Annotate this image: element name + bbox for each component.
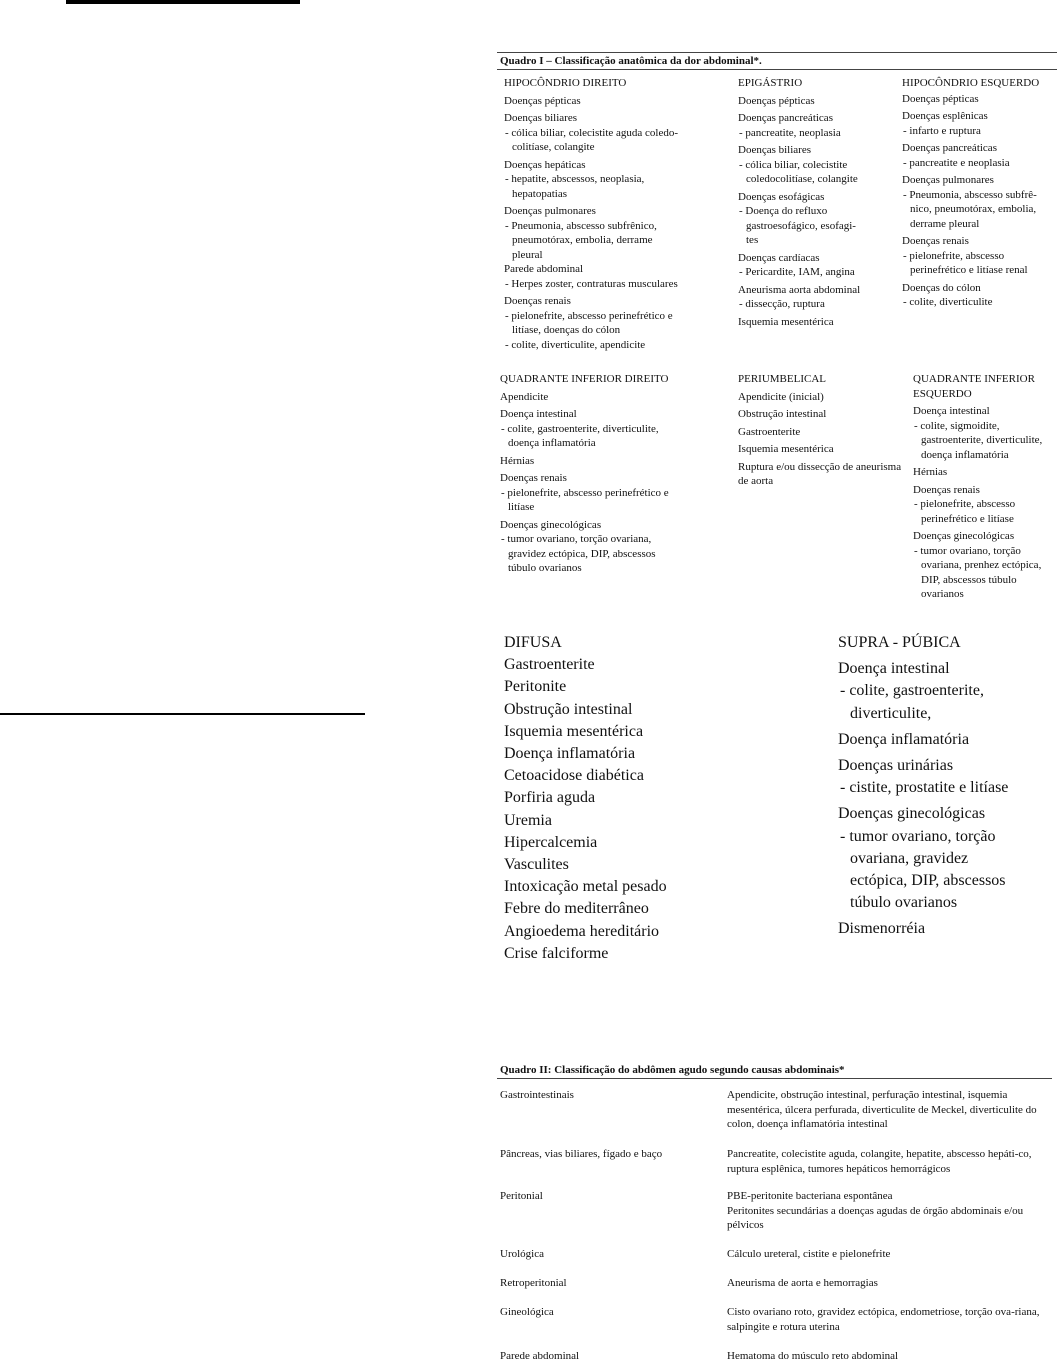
table-cell-category: Peritonial: [500, 1190, 543, 1202]
section-lines: [500, 390, 730, 576]
list-item: Doenças pulmonares: [504, 205, 596, 217]
difusa-list: [504, 654, 804, 965]
list-item: Cetoacidose diabética: [504, 767, 644, 785]
list-item: Doenças renais: [902, 235, 969, 247]
quadro1-top-rule: [497, 52, 1057, 53]
table-cell-category: Pâncreas, vias biliares, fígado e baço: [500, 1148, 663, 1160]
list-item: Angioedema hereditário: [504, 922, 660, 940]
section-heading: DIFUSA: [504, 634, 562, 651]
list-item: Doenças biliares: [738, 144, 811, 156]
list-item: Hérnias: [913, 466, 948, 478]
list-subitem: - infarto e ruptura: [903, 124, 981, 137]
list-item: Doenças do cólon: [902, 281, 981, 294]
list-item: Dismenorréia: [838, 920, 926, 938]
list-item: Gastroenterite: [504, 656, 595, 674]
list-item: Gastroenterite: [738, 425, 801, 438]
list-item: Obstrução intestinal: [738, 408, 827, 420]
table-cell-description: Cisto ovariano roto, gravidez ectópica, endometriose, torção ova-riana, salpingite e rotura uterina: [727, 1306, 1040, 1333]
table-cell-description: Hematoma do músculo reto abdominal: [727, 1350, 899, 1362]
list-subitem: - pancreatite, neoplasia: [739, 126, 841, 139]
left-rule: [0, 713, 365, 715]
list-subitem: - pielonefrite, abscesso perinefrético e litíase: [914, 498, 1016, 525]
section-quadrante-inferior-direito: [500, 372, 730, 576]
section-supra-pubica: [838, 632, 1053, 941]
section-quadrante-inferior-esquerdo: [913, 372, 1057, 602]
list-subitem: - cólica biliar, colecistite coledocolitíase, colangite: [739, 158, 858, 185]
list-subitem: - cistite, prostatite e litíase: [840, 779, 1009, 797]
table-cell-description: Pancreatite, colecistite aguda, colangite, hepatite, abscesso hepáti-co, ruptura esplênica, tumores hepáticos hemorrágicos: [727, 1148, 1032, 1175]
list-item: Vasculites: [504, 856, 569, 874]
list-item: Hipercalcemia: [504, 833, 598, 851]
table-cell-category: Gineológica: [500, 1306, 554, 1318]
list-item: Doença inflamatória: [838, 730, 970, 748]
top-rule: [66, 0, 300, 4]
list-item: Doenças renais: [504, 295, 571, 307]
section-heading: HIPOCÔNDRIO DIREITO: [504, 77, 627, 89]
list-item: Hérnias: [500, 454, 535, 467]
list-item: Isquemia mesentérica: [504, 722, 644, 740]
list-item: Apendicite: [500, 390, 549, 403]
section-periumbelical: [738, 372, 908, 489]
list-item: Doença intestinal: [913, 405, 990, 417]
list-item: Doenças pépticas: [902, 92, 979, 105]
list-subitem: - tumor ovariano, torção ovariana, gravidez ectópica, DIP, abscessos túbulo ovarianos: [501, 533, 656, 574]
list-item: Obstrução intestinal: [504, 700, 633, 718]
list-item: Febre do mediterrâneo: [504, 900, 649, 918]
list-subitem: - tumor ovariano, torção ovariana, prenhez ectópica, DIP, abscessos túbulo ovarianos: [914, 544, 1042, 600]
list-item: Doenças cardíacas: [738, 251, 820, 264]
list-item: Doenças hepáticas: [504, 158, 586, 171]
table-cell-category: Parede abdominal: [500, 1350, 580, 1362]
table-cell-description: PBE-peritonite bacteriana espontânea Peritonites secundárias a doenças agudas de órgão abdominais e/ou pélvicos: [727, 1190, 1024, 1231]
list-item: Doenças pépticas: [738, 94, 815, 107]
list-item: Porfiria aguda: [504, 789, 596, 807]
list-item: Doenças ginecológicas: [838, 805, 986, 823]
list-subitem: - Pneumonia, abscesso subfrênico, pneumotórax, embolia, derrame pleural: [505, 219, 657, 261]
list-item: Intoxicação metal pesado: [504, 878, 667, 896]
list-subitem: - pielonefrite, abscesso perinefrético e litíase: [501, 486, 669, 513]
list-item: Doenças renais: [500, 472, 567, 484]
table-cell-description: Cálculo ureteral, cistite e pielonefrite: [727, 1248, 891, 1260]
section-heading: QUADRANTE INFERIOR DIREITO: [500, 373, 669, 385]
list-item: Doenças ginecológicas: [913, 530, 1015, 542]
list-item: Peritonite: [504, 678, 567, 696]
list-subitem: - colite, gastroenterite, diverticulite,: [840, 682, 984, 722]
section-heading: EPIGÁSTRIO: [738, 77, 803, 89]
table-cell-category: Gastrointestinais: [500, 1089, 574, 1101]
section-heading: HIPOCÔNDRIO ESQUERDO: [902, 77, 1040, 89]
list-subitem: - tumor ovariano, torção ovariana, gravidez ectópica, DIP, abscessos túbulo ovarianos: [840, 827, 1006, 912]
list-item: Aneurisma aorta abdominal: [738, 283, 861, 296]
list-item: Doença inflamatória: [504, 745, 636, 763]
quadro1-title-rule: [497, 69, 1057, 70]
list-item: Doenças esplênicas: [902, 110, 988, 122]
section-hipocondrio-esquerdo: [902, 76, 1057, 310]
list-item: Doença intestinal: [838, 660, 950, 678]
list-item: Crise falciforme: [504, 944, 609, 962]
list-subitem: - pielonefrite, abscesso perinefrético e litíase, doenças do cólon: [505, 309, 673, 336]
list-subitem: - Herpes zoster, contraturas musculares: [505, 277, 678, 290]
section-lines: [738, 94, 898, 330]
section-lines: [504, 94, 729, 353]
list-item: Doenças pépticas: [504, 94, 581, 107]
list-subitem: - dissecção, ruptura: [739, 298, 825, 310]
table-cell-category: Urológica: [500, 1248, 544, 1260]
list-subitem: - Pericardite, IAM, angina: [739, 266, 855, 278]
list-item: Doenças renais: [913, 483, 980, 496]
list-subitem: - colite, diverticulite, apendicite: [505, 338, 646, 351]
list-item: Isquemia mesentérica: [738, 315, 834, 328]
quadro2-title: Quadro II: Classificação do abdômen agudo segundo causas abdominais*: [500, 1064, 845, 1076]
quadro2-title-rule: [497, 1078, 1052, 1079]
list-item: Doenças biliares: [504, 112, 577, 124]
table-cell-description: Apendicite, obstrução intestinal, perfuração intestinal, isquemia mesentérica, úlcera perfurada, diverticulite de Meckel, diverticulite do colon, doença inflamatória intestinal: [727, 1089, 1037, 1130]
list-subitem: - colite, sigmoidite, gastroenterite, diverticulite, doença inflamatória: [914, 419, 1043, 461]
section-heading: PERIUMBELICAL: [738, 373, 826, 385]
list-item: Doenças pancreáticas: [738, 112, 833, 124]
section-difusa: [504, 632, 804, 965]
list-item: Ruptura e/ou dissecção de aneurisma de aorta: [738, 460, 902, 487]
list-item: Isquemia mesentérica: [738, 443, 834, 455]
list-subitem: - Doença do refluxo gastroesofágico, esofagi- tes: [739, 205, 856, 246]
section-lines: [738, 390, 908, 489]
list-subitem: - colite, gastroenterite, diverticulite, doença inflamatória: [501, 422, 659, 449]
list-item: Doenças pulmonares: [902, 174, 994, 186]
list-item: Uremia: [504, 811, 552, 829]
section-heading: SUPRA - PÚBICA: [838, 634, 961, 651]
list-subitem: - Pneumonia, abscesso subfrê- nico, pneumotórax, embolia, derrame pleural: [903, 188, 1037, 230]
section-epigastrio: [738, 76, 898, 329]
list-subitem: - colite, diverticulite: [903, 296, 993, 308]
list-item: Parede abdominal: [504, 263, 584, 275]
list-item: Doenças ginecológicas: [500, 518, 602, 531]
list-item: Doença intestinal: [500, 408, 577, 420]
section-heading: QUADRANTE INFERIOR ESQUERDO: [913, 373, 1035, 400]
section-lines: [838, 658, 1053, 940]
section-hipocondrio-direito: [504, 76, 729, 352]
list-item: Doenças pancreáticas: [902, 142, 997, 154]
section-lines: [902, 92, 1057, 310]
list-item: Apendicite (inicial): [738, 390, 824, 403]
quadro1-title: Quadro I – Classificação anatômica da dor abdominal*.: [500, 55, 762, 67]
list-subitem: - pielonefrite, abscesso perinefrético e litíase renal: [903, 249, 1028, 276]
list-subitem: - cólica biliar, colecistite aguda coledo- colitíase, colangite: [505, 126, 679, 153]
list-item: Doenças urinárias: [838, 757, 954, 775]
list-subitem: - pancreatite e neoplasia: [903, 156, 1010, 169]
table-cell-category: Retroperitonial: [500, 1277, 567, 1289]
list-subitem: - hepatite, abscessos, neoplasia, hepatopatias: [505, 173, 645, 200]
list-item: Doenças esofágicas: [738, 190, 825, 203]
table-cell-description: Aneurisma de aorta e hemorragias: [727, 1277, 878, 1289]
section-lines: [913, 404, 1057, 602]
